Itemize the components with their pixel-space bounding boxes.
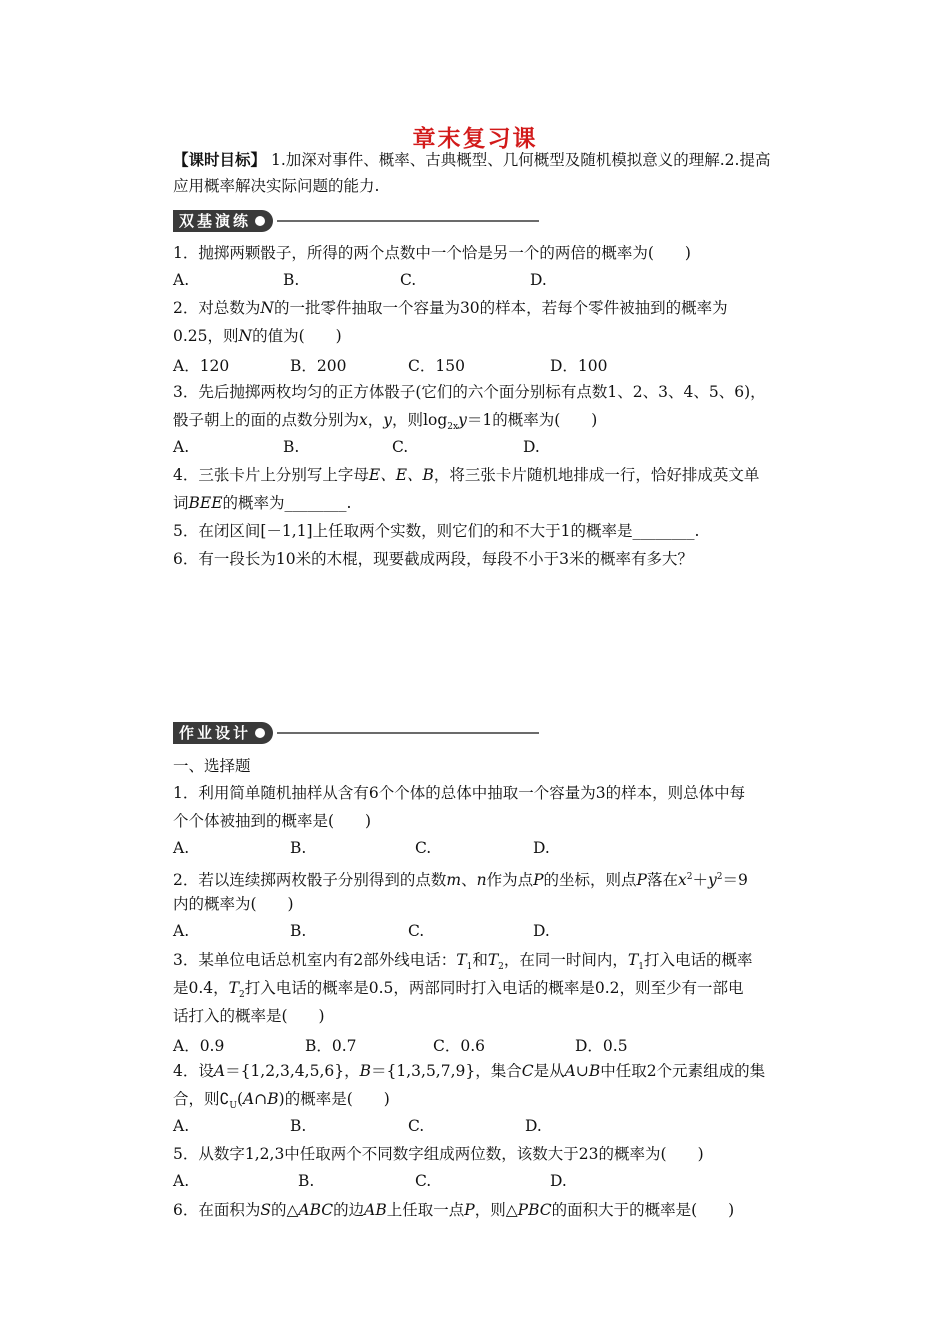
s1-q2-option-d: D．100 [550,357,608,375]
s2-question-4-line-2 [173,1089,390,1116]
math-var: S [260,1201,271,1219]
math-var: A [213,1062,226,1080]
section-header-homework [173,720,539,746]
text-segment: 合，则 [173,1090,220,1108]
s2-q2-option-a: A. [173,922,190,940]
text-segment: ( [236,1090,244,1108]
text-segment: 0.25，则 [173,327,239,345]
math-var: N [238,327,253,345]
math-var: A [564,1062,576,1080]
math-var: x [678,871,687,890]
text-segment: 中任取2个元素组成的集 [600,1062,766,1080]
bullet-dot-icon [255,216,265,226]
s1-q1-option-a: A. [173,271,190,289]
text-segment: ＋ [692,871,708,890]
math-symbol: ∁ [219,1090,230,1108]
math-var: N [260,299,274,317]
text-segment: 和 [472,951,488,969]
math-subscript: 1 [638,962,644,973]
math-var: P [636,871,647,890]
s2-question-3-line-2 [173,978,744,1005]
math-subscript: 2 [239,990,245,1001]
s1-question-6: 6．有一段长为10米的木棍，现要截成两段，每段不小于3米的概率有多大？ [173,550,693,568]
s1-question-3-line-2 [173,410,597,437]
s2-q4-option-d: D. [525,1117,542,1135]
math-var: n [476,871,487,890]
s2-q2-option-b: B. [290,922,307,940]
text-segment: )的概率是( ) [278,1090,390,1108]
text-segment: 的边 [333,1201,365,1219]
bullet-dot-icon [255,728,265,738]
math-var: y [708,871,717,890]
section-tag [173,210,273,232]
s2-q3-option-b: B．0.7 [305,1037,357,1055]
s1-q3-option-a: A. [173,438,190,456]
math-var: E、E、B [368,466,434,484]
math-var: T [456,951,467,969]
s1-question-5: 5．在闭区间[－1,1]上任取两个实数，则它们的和不大于1的概率是________. [173,522,700,540]
text-segment: ，在同一时间内， [503,951,628,969]
text-segment: ，则△ [474,1201,518,1219]
math-var: m [446,871,462,890]
s2-q4-option-b: B. [290,1117,307,1135]
math-var: y [383,411,393,429]
text-segment: ＝1的概率为( ) [466,411,598,429]
s1-q2-option-a: A．120 [173,357,230,375]
text-segment: 的坐标，则点 [543,871,637,890]
s2-q5-option-a: A. [173,1172,190,1190]
s2-question-3-line-1 [173,950,753,977]
s1-q2-option-b: B．200 [290,357,347,375]
s2-q2-option-d: D. [533,922,550,940]
math-var: PBC [517,1201,552,1219]
math-superscript: 2 [716,872,723,882]
text-segment: 打入电话的概率是0.5，两部同时打入电话的概率是0.2，则至少有一部电 [244,979,744,997]
s2-q1-option-b: B. [290,839,307,857]
s2-question-3-line-3: 话打入的概率是( ) [173,1007,325,1025]
section-header-basic-practice [173,208,539,234]
text-segment: ∪ [575,1062,589,1080]
text-segment: 落在 [646,871,678,890]
objective-line-1 [173,150,770,170]
s2-q4-option-a: A. [173,1117,190,1135]
text-segment: 3．某单位电话总机室内有2部外线电话： [173,951,457,969]
s2-q5-option-c: C. [415,1172,432,1190]
text-segment: 的面积大于的概率是( ) [551,1201,735,1219]
s2-question-2-line-2: 内的概率为( ) [173,895,294,913]
s2-question-5: 5．从数字1,2,3中任取两个不同数字组成两位数，该数大于23的概率为( ) [173,1145,704,1163]
text-segment: 2．若以连续掷两枚骰子分别得到的点数 [173,871,447,890]
text-segment: 的概率为________. [222,494,352,512]
text-segment: 的△ [271,1201,299,1219]
s2-q2-option-c: C. [408,922,425,940]
math-var: T [228,979,239,997]
text-segment: 6．在面积为 [173,1201,261,1219]
text-segment: 骰子朝上的面的点数分别为 [173,411,360,429]
math-var: C [521,1062,534,1080]
s1-q3-option-b: B. [283,438,300,456]
s1-q3-option-c: C. [392,438,409,456]
text-segment: 词 [173,494,189,512]
s2-question-1-line-2: 个个体被抽到的概率是( ) [173,812,372,830]
text-segment: ＝{1,2,3,4,5,6}， [225,1062,360,1080]
math-var: P [533,871,544,890]
math-subscript: 1 [466,962,473,973]
text-segment: ，则 [392,411,424,429]
math-var: P [464,1201,475,1219]
math-var: B [359,1062,371,1080]
text-segment: 的一批零件抽取一个容量为30的样本，若每个零件被抽到的概率为 [273,299,728,317]
math-subscript: 2 [498,962,504,973]
math-var: T [627,951,639,969]
page-title: 章末复习课 [412,125,538,152]
s2-q3-option-c: C．0.6 [433,1037,486,1055]
s2-q3-option-a: A．0.9 [173,1037,225,1055]
math-func: log [423,411,448,429]
s1-q1-option-d: D. [530,271,547,289]
text-segment: 4．设 [173,1062,214,1080]
math-var: y [458,411,467,429]
objective-label: 【课时目标】 [173,150,267,169]
s2-q1-option-d: D. [533,839,550,857]
math-var: BEE [188,494,223,512]
text-segment: ∩ [254,1090,268,1108]
objective-text-1: 1.加深对事件、概率、古典概型、几何概型及随机模拟意义的理解.2.提高 [270,151,771,169]
section-divider [277,220,539,222]
math-var: ABC [298,1201,334,1219]
s2-question-2-line-1 [173,867,748,890]
math-var: AB [364,1201,387,1219]
section-divider [277,732,539,734]
section-tag-label: 双基演练 [179,212,252,230]
math-subscript: 2x [447,422,459,433]
math-var: B [588,1062,601,1080]
s1-question-3-line-1: 3．先后抛掷两枚均匀的正方体骰子(它们的六个面分别标有点数1、2、3、4、5、6)， [173,383,766,401]
section-tag-label: 作业设计 [179,724,252,742]
math-var: B [267,1090,279,1108]
math-superscript: 2 [686,872,693,882]
s2-question-6 [173,1200,734,1220]
s2-heading: 一、选择题 [173,757,251,775]
s1-question-2-line-2 [173,326,342,346]
s2-q1-option-a: A. [173,839,190,857]
text-segment: 是0.4， [173,979,229,997]
text-segment: 4．三张卡片上分别写上字母 [173,466,369,484]
s1-question-1: 1．抛掷两颗骰子，所得的两个点数中一个恰是另一个的两倍的概率为( ) [173,244,691,262]
s2-q3-option-d: D．0.5 [575,1037,628,1055]
math-var: T [487,951,499,969]
text-segment: 、 [461,871,477,890]
text-segment: 是从 [533,1062,565,1080]
objective-line-2: 应用概率解决实际问题的能力. [173,177,380,195]
s2-q4-option-c: C. [408,1117,425,1135]
math-subscript: U [229,1101,237,1112]
s2-q1-option-c: C. [415,839,432,857]
math-var: x [359,411,368,429]
s1-q2-option-c: C．150 [408,357,465,375]
text-segment: ， [367,411,384,429]
text-segment: 上任取一点 [386,1201,465,1219]
s1-q3-option-d: D. [523,438,540,456]
s2-q5-option-b: B. [298,1172,315,1190]
s1-q1-option-c: C. [400,271,417,289]
s2-question-1-line-1: 1．利用简单随机抽样从含有6个个体的总体中抽取一个容量为3的样本，则总体中每 [173,784,746,802]
text-segment: 的值为( ) [252,327,342,345]
s2-q5-option-d: D. [550,1172,567,1190]
s1-question-2-line-1 [173,298,728,318]
s2-question-4-line-1 [173,1061,765,1081]
text-segment: ，将三张卡片随机地排成一行，恰好排成英文单 [433,466,760,484]
math-var: A [243,1090,255,1108]
text-segment: 作为点 [486,871,534,890]
text-segment: 打入电话的概率 [644,951,753,969]
s1-question-4-line-1 [173,465,759,485]
section-tag [173,722,273,744]
text-segment: ＝9 [722,871,748,890]
s1-q1-option-b: B. [283,271,300,289]
s1-question-4-line-2 [173,493,351,513]
text-segment: ＝{1,3,5,7,9}，集合 [371,1062,522,1080]
text-segment: 2．对总数为 [173,299,261,317]
